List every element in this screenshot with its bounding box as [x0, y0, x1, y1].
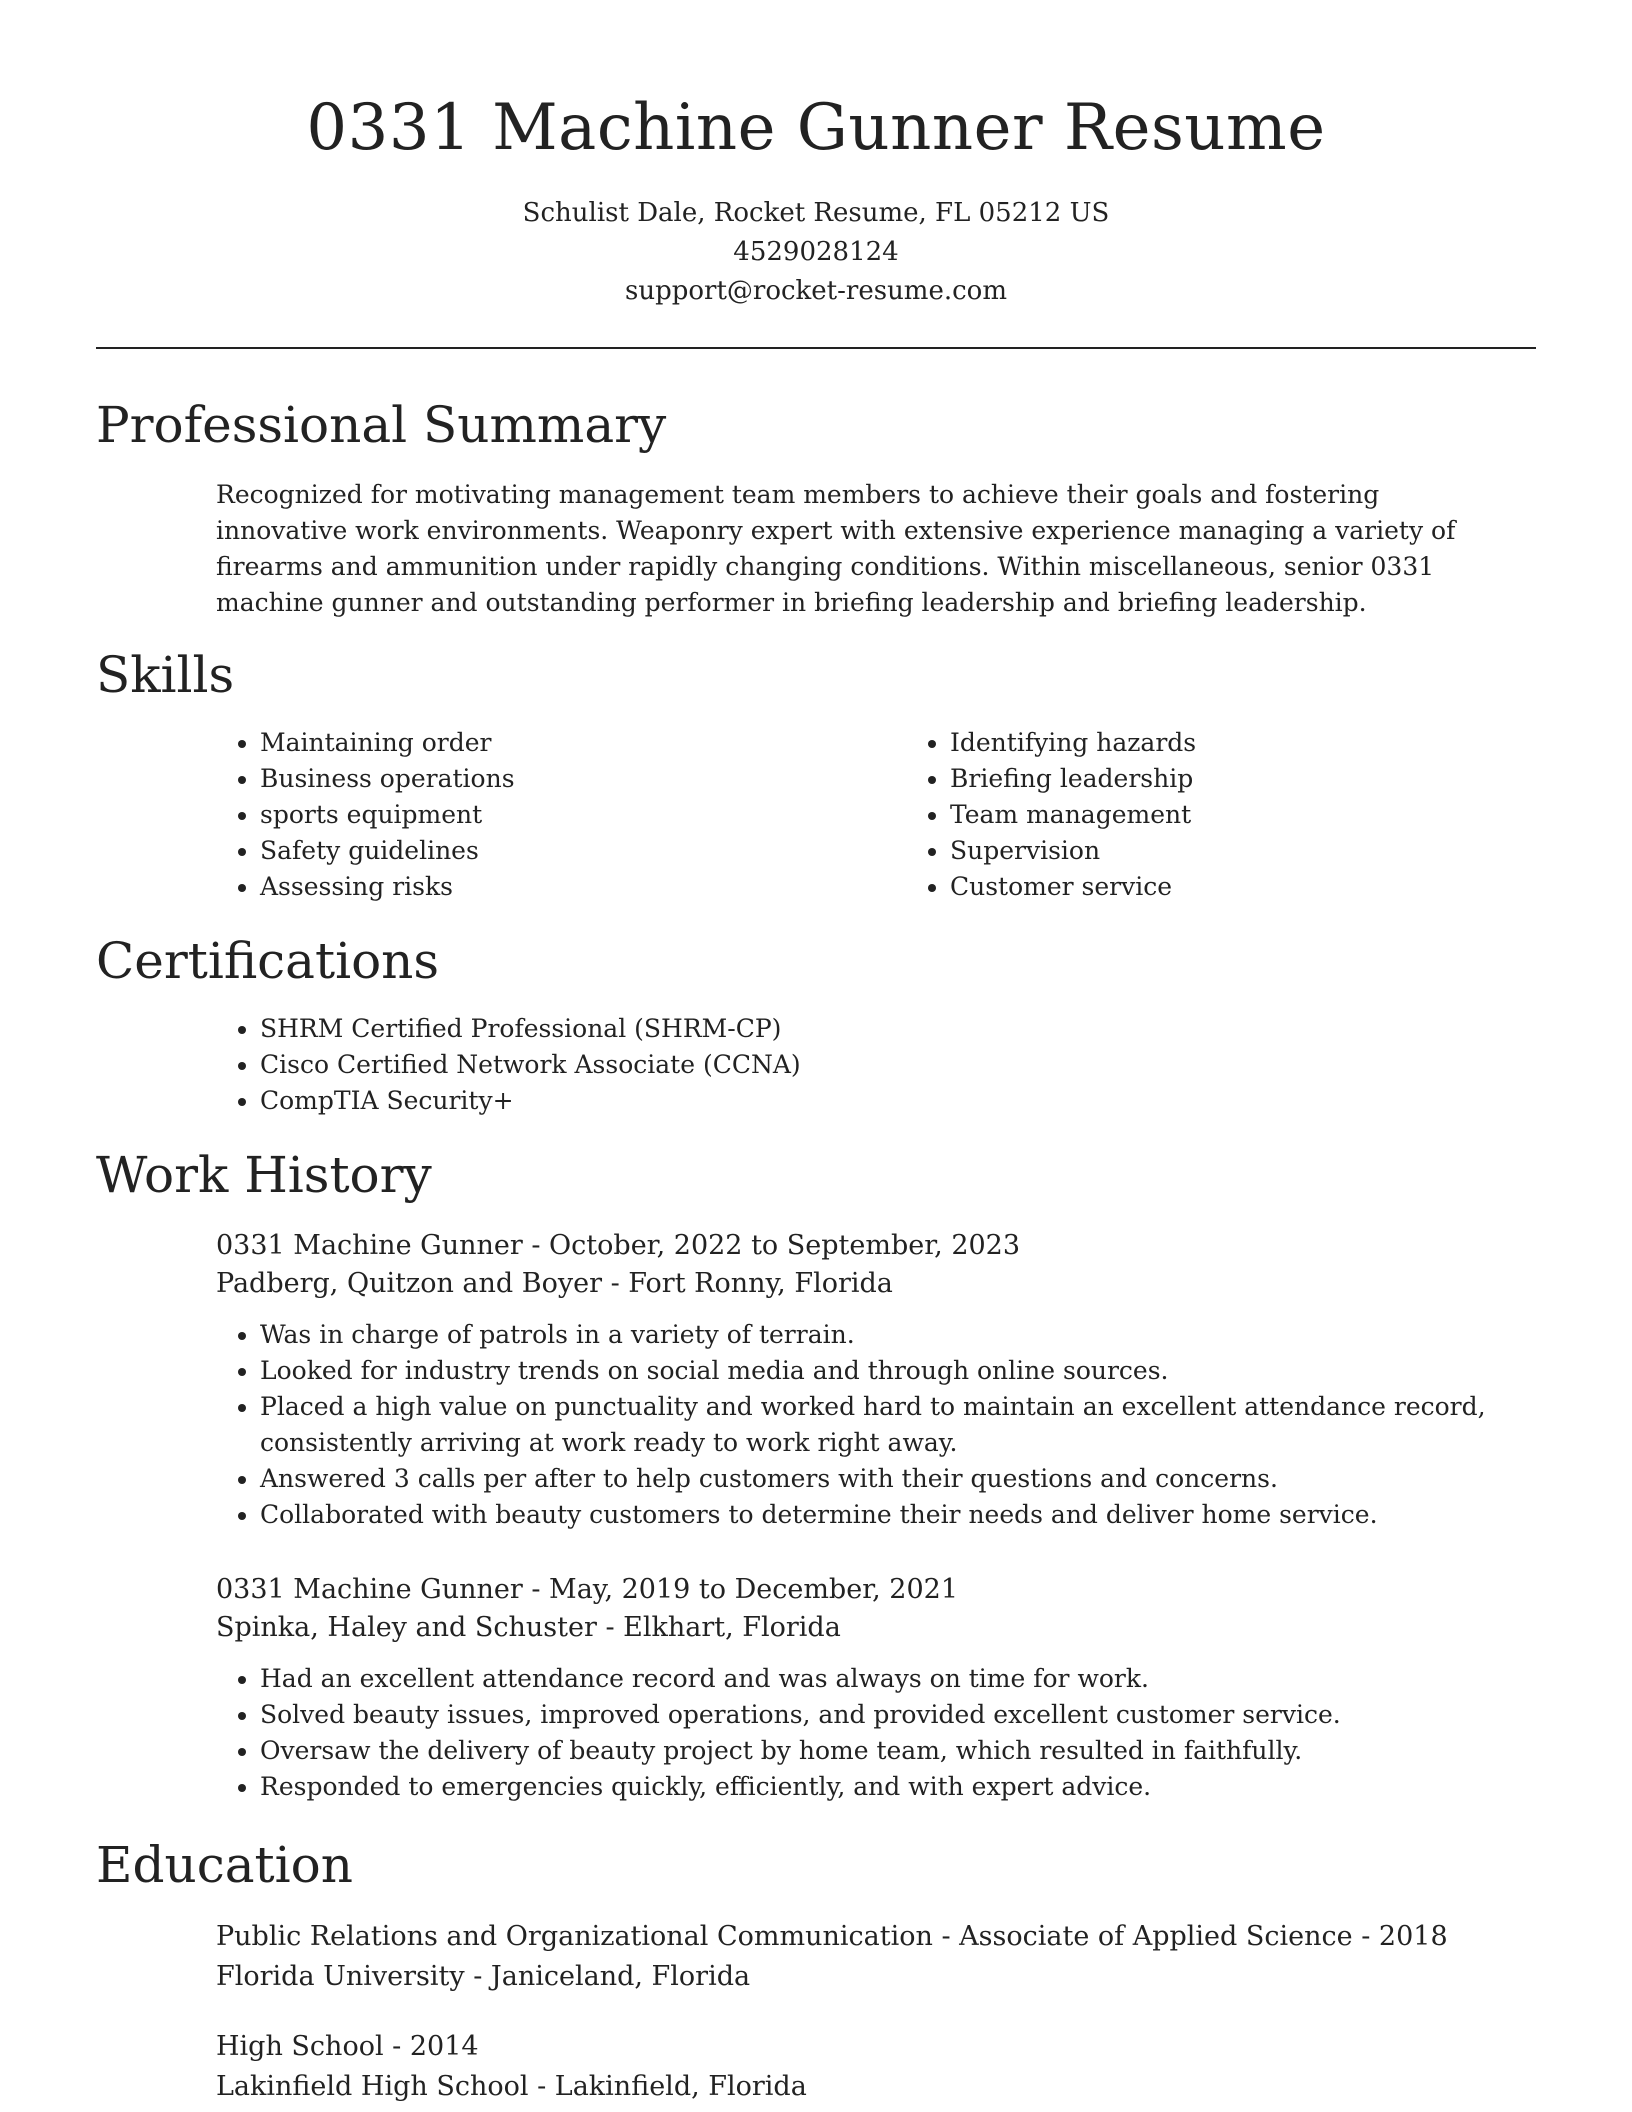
skill-item: • Assessing risks — [260, 869, 910, 905]
section-title-education: Education — [96, 1836, 353, 1894]
job-heading: 0331 Machine Gunner - October, 2022 to September, 2023 — [216, 1230, 1021, 1261]
skill-item: • Maintaining order — [260, 725, 910, 761]
skill-item: • Briefing leadership — [950, 761, 1196, 797]
job-bullet: • Looked for industry trends on social media and through online sources. — [260, 1353, 1536, 1389]
job-bullet: • Answered 3 calls per after to help customers with their questions and concerns. — [260, 1461, 1536, 1497]
skill-item: • Customer service — [950, 869, 1196, 905]
job-employer: Padberg, Quitzon and Boyer - Fort Ronny, Florida — [216, 1268, 893, 1299]
job-bullet: • Was in charge of patrols in a variety of terrain. — [260, 1317, 1536, 1353]
job-bullets — [96, 1317, 1536, 1533]
contact-phone: 4529028124 — [733, 237, 899, 267]
contact-block — [96, 194, 1536, 311]
section-title-work-history: Work History — [96, 1146, 432, 1204]
resume-header — [96, 0, 1536, 349]
skills-columns — [96, 725, 1536, 905]
professional-summary-section — [96, 393, 1536, 621]
skills-list-right — [910, 725, 1196, 905]
education-entry — [96, 2027, 1536, 2107]
skills-list-left — [96, 725, 910, 905]
section-title-summary: Professional Summary — [96, 396, 667, 454]
section-title-skills: Skills — [96, 646, 235, 704]
certifications-list — [96, 1011, 1536, 1119]
education-school: Lakinfield High School - Lakinfield, Florida — [216, 2071, 807, 2102]
job-bullet: • Placed a high value on punctuality and worked hard to maintain an excellent attendance record, consistently arriving at work ready to work right away. — [260, 1389, 1536, 1461]
summary-text: Recognized for motivating management team members to achieve their goals and fostering innovative work environments. Weaponry expert with extensive experience managing a variety of firearms and ammunition under rapidly changing conditions. Within miscellaneous, senior 0331 machine gunner and outstanding performer in briefing leadership and briefing leadership. — [216, 480, 1456, 617]
job-heading: 0331 Machine Gunner - May, 2019 to December, 2021 — [216, 1574, 959, 1605]
certification-item: • Cisco Certified Network Associate (CCNA) — [260, 1047, 1536, 1083]
header-divider — [96, 347, 1536, 349]
skill-item: • Identifying hazards — [950, 725, 1196, 761]
certification-item: • SHRM Certified Professional (SHRM-CP) — [260, 1011, 1536, 1047]
job-employer: Spinka, Haley and Schuster - Elkhart, Florida — [216, 1612, 841, 1643]
skill-item: • Business operations — [260, 761, 910, 797]
education-section — [96, 1833, 1536, 2107]
resume-page — [96, 0, 1536, 2107]
certification-item: • CompTIA Security+ — [260, 1083, 1536, 1119]
contact-email: support@rocket-resume.com — [624, 276, 1007, 306]
section-title-certifications: Certifications — [96, 932, 440, 990]
job-bullet: • Oversaw the delivery of beauty project by home team, which resulted in faithfully. — [260, 1733, 1536, 1769]
contact-address: Schulist Dale, Rocket Resume, FL 05212 US — [522, 198, 1110, 228]
education-entry — [96, 1917, 1536, 1997]
resume-title: 0331 Machine Gunner Resume — [306, 91, 1326, 165]
job-bullet: • Solved beauty issues, improved operations, and provided excellent customer service. — [260, 1697, 1536, 1733]
job-bullet: • Responded to emergencies quickly, efficiently, and with expert advice. — [260, 1769, 1536, 1805]
skill-item: • sports equipment — [260, 797, 910, 833]
job-entry — [96, 1571, 1536, 1805]
skill-item: • Safety guidelines — [260, 833, 910, 869]
job-bullet: • Had an excellent attendance record and was always on time for work. — [260, 1661, 1536, 1697]
work-history-section — [96, 1143, 1536, 1805]
education-school: Florida University - Janiceland, Florida — [216, 1961, 751, 1992]
skills-section — [96, 643, 1536, 905]
job-entry — [96, 1227, 1536, 1533]
education-degree: Public Relations and Organizational Communication - Associate of Applied Science - 2018 — [216, 1921, 1448, 1952]
education-degree: High School - 2014 — [216, 2031, 479, 2062]
certifications-section — [96, 929, 1536, 1119]
skill-item: • Supervision — [950, 833, 1196, 869]
skill-item: • Team management — [950, 797, 1196, 833]
job-bullet: • Collaborated with beauty customers to determine their needs and deliver home service. — [260, 1497, 1536, 1533]
job-bullets — [96, 1661, 1536, 1805]
